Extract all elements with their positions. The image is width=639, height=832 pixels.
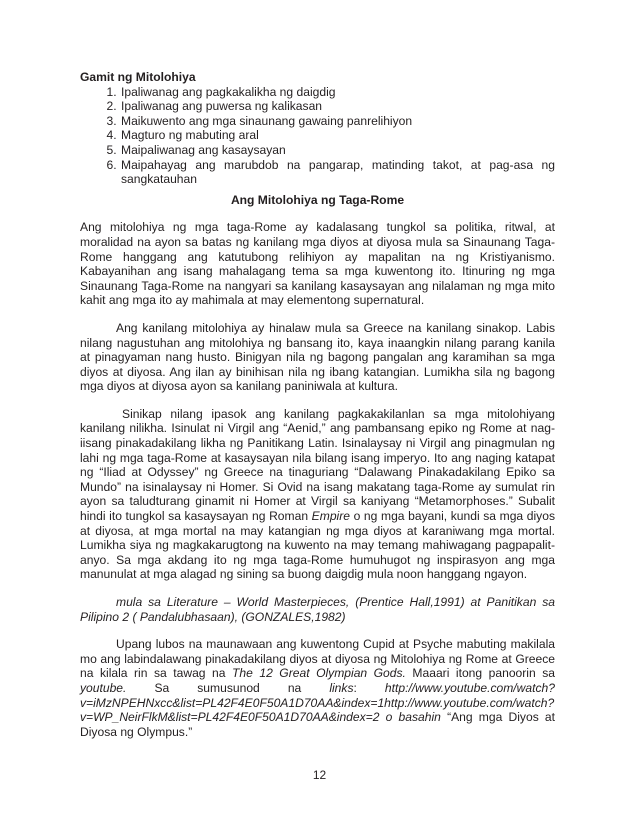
emphasis-text: links [329, 680, 354, 695]
page-number: 12 [312, 768, 327, 782]
paragraph-rome-mythology: Ang mitolohiya ng mga taga-Rome ay kadalasang tungkol sa politika, ritwal, at moralidad na ayon sa batas ng kanilang mga diyos at diyosa mula sa Sinaunang Taga-Rome hanggang ang katutubong relihiyon ay mapalitan na ng Kristiyanismo. Kabayanihan ang isang mahalagang tema sa mga kuwentong ito. Itinuring ng mga Sinaunang Taga-Rome na nangyari sa kanilang kasaysayan ang nilalaman ng mga mito kahit ang mga ito ay mahimala at may elementong supernatural. [80, 220, 555, 308]
list-item: 5. Maipaliwanag ang kasaysayan [120, 143, 555, 158]
paragraph-text: Upang lubos na maunawaan ang kuwentong Cupid at Psyche mabuting makilala mo ang labindalawang pinakadakilang diyos at diyosa ng Mitolohiya ng Rome at Greece na kilala rin sa tawag na [80, 637, 555, 681]
source-citation: mula sa Literature – World Masterpieces, (Prentice Hall,1991) at Panitikan sa Pilipino 2 ( Pandalubhasaan), (GONZALES,1982) [80, 595, 555, 624]
paragraph-text: o ng mga bayani, kundi sa mga diyos at diyosa, at mga mortal na may katangian ng mga diyos at karaniwang mga mortal. Lumikha siya ng magkakarugtong na kuwento na may temang mahiwagang pagpapalit-anyo. Sa mga akdang ito ng mga taga-Rome humuhugot ng inspirasyon ang mga manunulat at mga alagad ng sining sa buong daigdig mula noon hanggang ngayon. [80, 509, 556, 582]
emphasis-text: youtube. [80, 680, 127, 695]
paragraph-greek-origin: Ang kanilang mitolohiya ay hinalaw mula sa Greece na kanilang sinakop. Labis nilang nagustuhan ang mitolohiya ng bansang ito, kaya inaangkin nilang parang kanila at pinagyaman nang husto. Binigyan nila ng bagong pangalan ang karamihan sa mga diyos at diyosa. Ang ilan ay binihisan nila ng ibang katangian. Lumikha sila ng bagong mga diyos at diyosa ayon sa kanilang paniniwala at kultura. [80, 320, 555, 394]
list-item: 1. Ipaliwanag ang pagkakalikha ng daigdig [120, 85, 555, 100]
paragraph-text: Sinikap nilang ipasok ang kanilang pagkakakilanlan sa mga mitolohiyang kanilang nilikha. Isinulat ni Virgil ang “Aenid,” ang pambansang epiko ng Rome at nag-iisang pinakadakilang likha ng Panitikang Latin. Isinalaysay ni Virgil ang pinagmulan ng lahi ng mga taga-Rome at kasaysayan nila bilang isang imperyo. Ito ang naging katapat ng “Iliad at Odyssey” ng Greece na tinaguriang “Dalawang Pinakadakilang Epiko sa Mundo” na isinalaysay ni Homer. Si Ovid na isang makatang taga-Rome ay sumulat rin ayon sa taludturang ginamit ni Homer at Virgil sa kaniyang “Metamorphoses.” Subalit hindi ito tungkol sa kasaysayan ng Roman [80, 406, 555, 524]
list-item: 2. Ipaliwanag ang puwersa ng kalikasan [120, 99, 555, 114]
paragraph-virgil-ovid [80, 407, 555, 582]
uses-heading: Gamit ng Mitolohiya [80, 70, 196, 84]
paragraph-text: Maaari itong panoorin sa [405, 666, 555, 681]
emphasis-text: Empire [311, 509, 350, 524]
video-links[interactable]: http://www.youtube.com/watch?v=iMzNPEHNxcc&list=PL42F4E0F50A1D70AA&index=1http://www.youtube.com/watch?v=WP_NeirFlkM&list=PL42F4E0F50A1D70AA&index=2 o basahin [80, 680, 555, 725]
list-item: 3. Maikuwento ang mga sinaunang gawaing panrelihiyon [120, 114, 555, 129]
paragraph-olympian-gods [80, 637, 555, 739]
paragraph-text: “Ang mga Diyos at Diyosa ng Olympus.” [80, 710, 555, 739]
emphasis-text: The 12 Great Olympian Gods. [232, 666, 406, 681]
section-title: Ang Mitolohiya ng Taga-Rome [230, 192, 405, 207]
list-item: 4. Magturo ng mabuting aral [120, 128, 555, 143]
list-item: 6. Maipahayag ang marubdob na pangarap, matinding takot, at pag-asa ng sangkatauhan [120, 158, 555, 187]
paragraph-text: Sa sumusunod na [126, 680, 330, 695]
paragraph-text: : [353, 680, 385, 695]
page-content [80, 70, 555, 739]
uses-list [80, 85, 555, 187]
